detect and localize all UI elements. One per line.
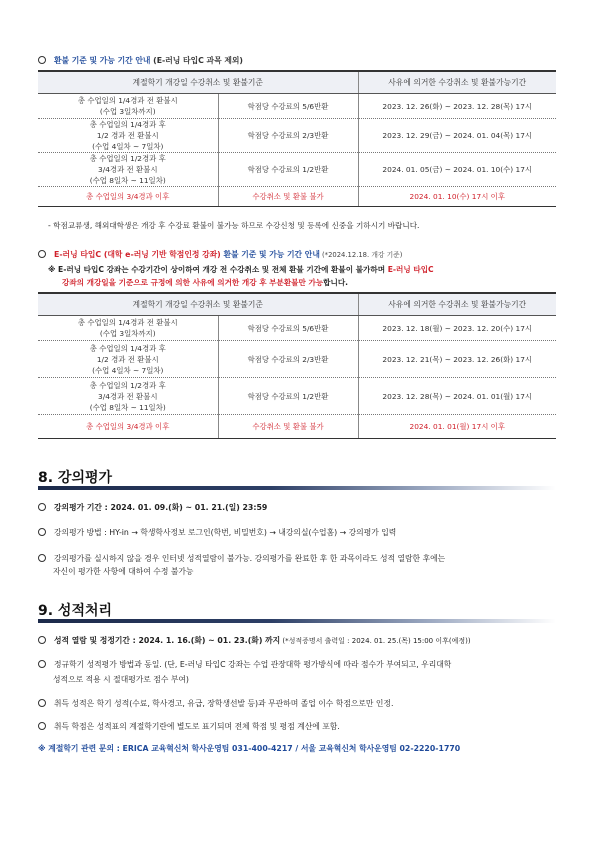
refund2-col2-header: 사유에 의거한 수강취소 및 환불가능기간 xyxy=(358,293,556,316)
refund1-col2-header: 사유에 의거한 수강취소 및 환불가능기간 xyxy=(358,71,556,94)
section9-bullet2: 정규학기 성적평가 방법과 동일. (단, E-러닝 타입C 강좌는 수업 관장대학 평가방식에 따라 점수가 부여되고, 우리대학 성적으로 적용 시 절대평가로 점수 부여) xyxy=(38,657,451,687)
circle-bullet-icon xyxy=(38,528,46,536)
table-row-last: 총 수업일의 3/4경과 이후 수강취소 및 환불 불가 2024. 01. 01(월) 17시 이후 xyxy=(38,415,556,439)
circle-bullet-icon xyxy=(38,699,46,707)
table-row: 총 수업일의 1/2경과 후 3/4경과 전 환불시 (수업 8일차 ~ 11일차) 학점당 수강료의 1/2반환 2023. 12. 28(목) ~ 2024. 01. 01(월) 17시 xyxy=(38,378,556,415)
section8-bullet2: 강의평가 방법 : HY-in → 학생학사정보 로그인(학번, 비밀번호) → 내강의실(수업홈) → 강의평가 입력 xyxy=(38,528,396,538)
circle-bullet-icon xyxy=(38,56,46,64)
section-divider xyxy=(38,619,556,623)
section9-bullet3: 취득 성적은 학기 성적(수료, 학사경고, 유급, 장학생선발 등)과 무관하며 졸업 이수 학점으로만 인정. xyxy=(38,699,393,709)
table-row: 총 수업일의 1/2경과 후 3/4경과 전 환불시 (수업 8일차 ~ 11일차) 학점당 수강료의 1/2반환 2024. 01. 05(금) ~ 2024. 01. 10(수) 17시 xyxy=(38,153,556,187)
table-row-last: 총 수업일의 3/4경과 이후 수강취소 및 환불 불가 2024. 01. 10(수) 17시 이후 xyxy=(38,187,556,207)
circle-bullet-icon xyxy=(38,660,46,668)
refund2-notice: ※ E-러닝 타입C 강좌는 수강기간이 상이하여 개강 전 수강취소 및 전체 환불 기간에 환불이 불가하며 E-러닝 타입C 강좌의 개강일을 기준으로 규정에 의한 사유에 의거한 개강 후 부분환불만 가능합니다. xyxy=(48,265,434,287)
section8-title: 8. 강의평가 xyxy=(38,470,113,486)
section8-bullet1: 강의평가 기간 : 2024. 01. 09.(화) ~ 01. 21.(일) 23:59 xyxy=(38,503,267,513)
table-row: 총 수업일의 1/4경과 전 환불시 (수업 3일차까지) 학점당 수강료의 5/6반환 2023. 12. 18(월) ~ 2023. 12. 20(수) 17시 xyxy=(38,316,556,341)
circle-bullet-icon xyxy=(38,554,46,562)
refund1-table xyxy=(38,70,556,207)
circle-bullet-icon xyxy=(38,722,46,730)
table-row: 총 수업일의 1/4경과 전 환불시 (수업 3일차까지) 학점당 수강료의 5/6반환 2023. 12. 26(화) ~ 2023. 12. 28(목) 17시 xyxy=(38,94,556,119)
section-divider xyxy=(38,486,556,490)
refund1-note: - 학점교류생, 해외대학생은 개강 후 수강료 환불이 불가능 하므로 수강신청 및 등록에 신중을 기하시기 바랍니다. xyxy=(48,221,420,230)
contact-info: ※ 계절학기 관련 문의 : ERICA 교육혁신처 학사운영팀 031-400-4217 / 서울 교육혁신처 학사운영팀 02-2220-1770 xyxy=(38,744,461,753)
section9-bullet4: 취득 학점은 성적표의 계절학기란에 별도로 표기되며 전체 학점 및 평점 계산에 포함. xyxy=(38,722,340,732)
circle-bullet-icon xyxy=(38,636,46,644)
section9-bullet1: 성적 열람 및 정정기간 : 2024. 1. 16.(화) ~ 01. 23.(화) 까지 (*성적증명서 출력일 : 2024. 01. 25.(목) 15:00 이후(예정)) xyxy=(38,636,471,646)
refund2-heading: E-러닝 타입C (대학 e-러닝 기반 학점인정 강좌) 환불 기준 및 가능 기간 안내 (*2024.12.18. 개강 기준) xyxy=(38,250,402,260)
refund2-col1-header: 계절학기 개강일 수강취소 및 환불기준 xyxy=(38,293,358,316)
circle-bullet-icon xyxy=(38,503,46,511)
table-row: 총 수업일의 1/4경과 후 1/2 경과 전 환불시 (수업 4일차 ~ 7일차) 학점당 수강료의 2/3반환 2023. 12. 29(금) ~ 2024. 01. 04(목) 17시 xyxy=(38,119,556,153)
section8-bullet3: 강의평가를 실시하지 않을 경우 인터넷 성적열람이 불가능. 강의평가를 완료한 후 한 과목이라도 성적 열람한 후에는 자신이 평가한 사항에 대하여 수정 불가능 xyxy=(38,552,445,578)
refund1-col1-header: 계절학기 개강일 수강취소 및 환불기준 xyxy=(38,71,358,94)
refund1-heading: 환불 기준 및 가능 기간 안내 (E-러닝 타입C 과목 제외) xyxy=(38,56,243,66)
table-row: 총 수업일의 1/4경과 후 1/2 경과 전 환불시 (수업 4일차 ~ 7일차) 학점당 수강료의 2/3반환 2023. 12. 21(목) ~ 2023. 12. 26(화) 17시 xyxy=(38,341,556,378)
refund2-table xyxy=(38,292,556,439)
section9-title: 9. 성적처리 xyxy=(38,603,113,619)
circle-bullet-icon xyxy=(38,250,46,258)
